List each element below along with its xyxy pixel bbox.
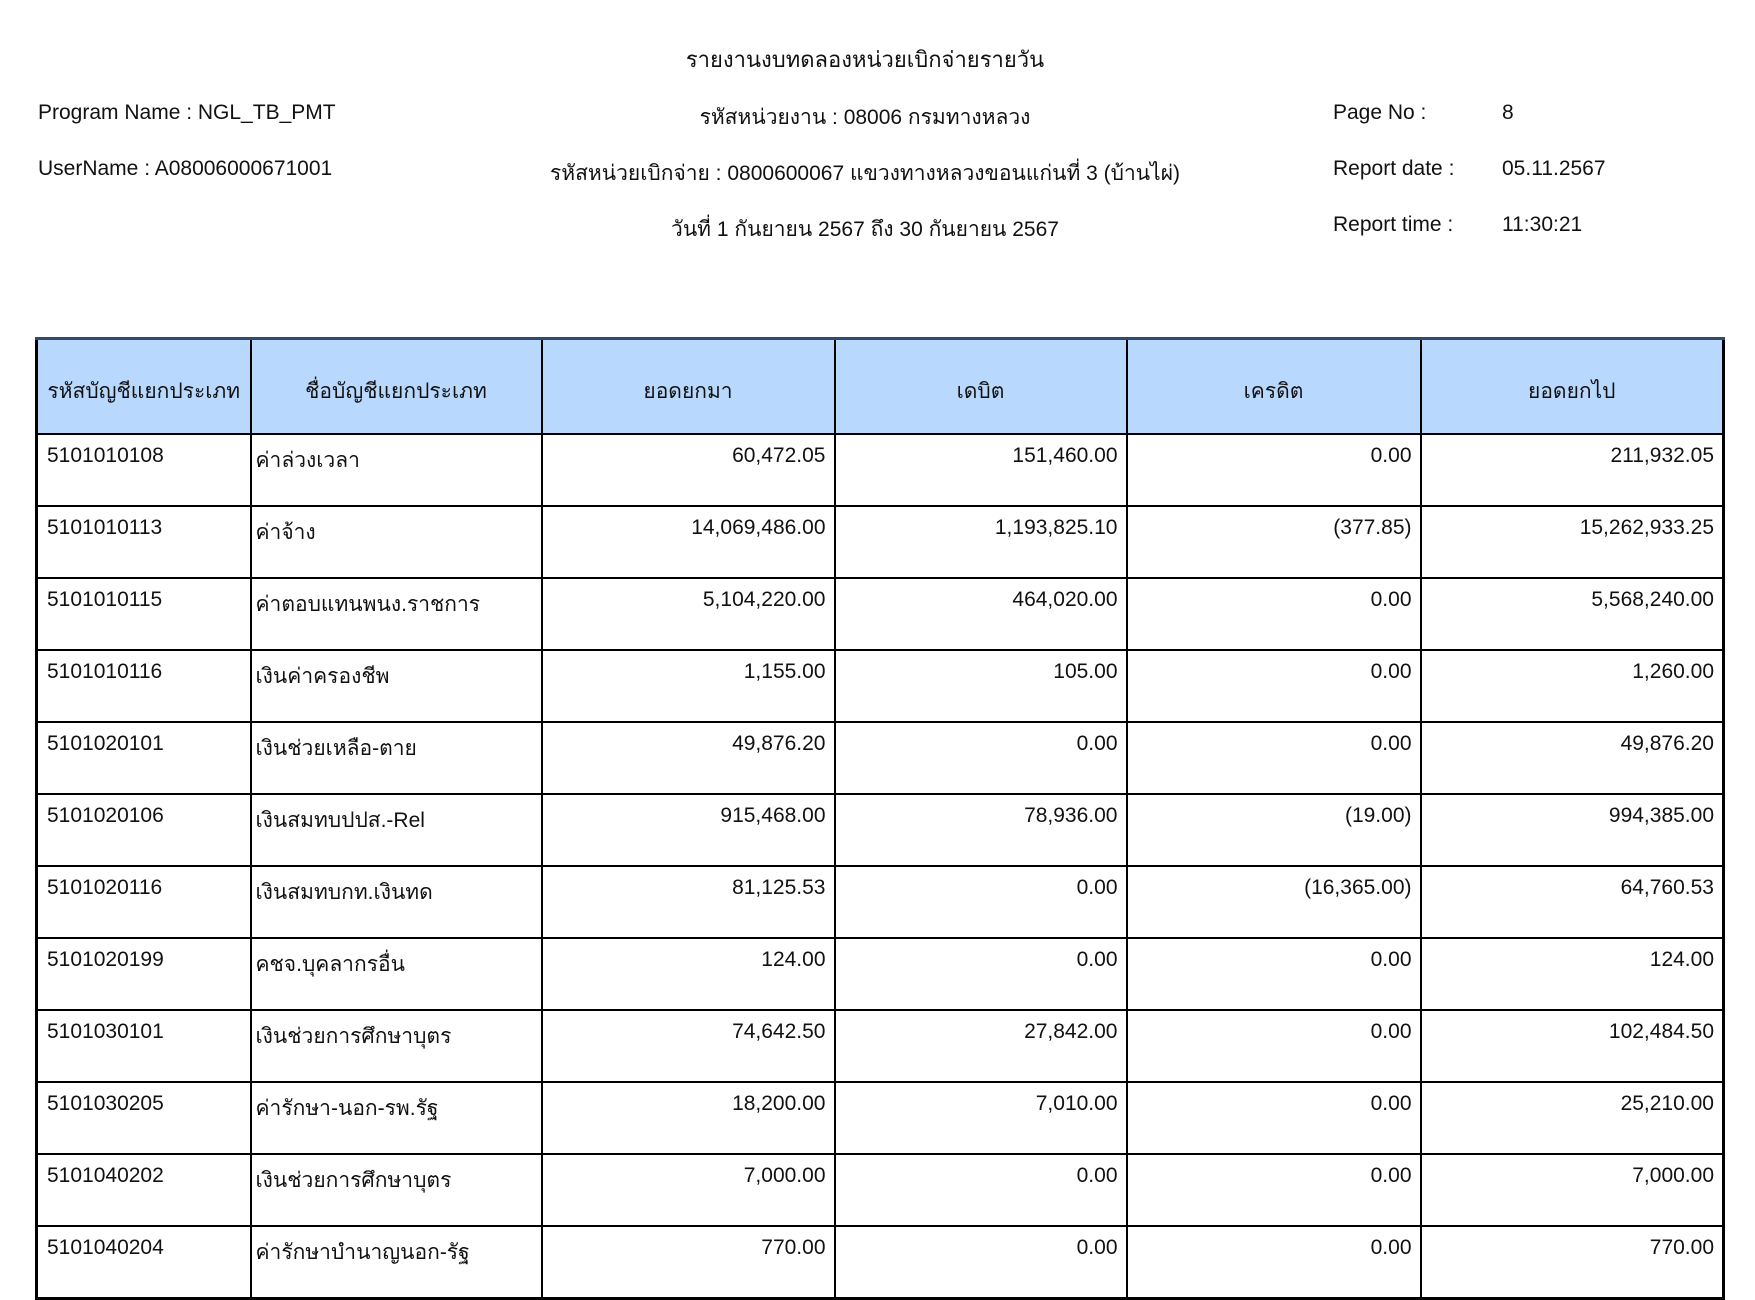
page-no-label: Page No : [1333, 101, 1427, 124]
table-header-row [37, 339, 1724, 435]
balance-brought-forward-cell: 1,155.00 [542, 650, 835, 722]
balance-brought-forward-cell: 49,876.20 [542, 722, 835, 794]
report-time-label: Report time : [1333, 213, 1454, 236]
table-row [37, 434, 1724, 506]
agency-line: รหัสหน่วยงาน : 08006 กรมทางหลวง [699, 106, 1031, 129]
header-balance-brought-forward: ยอดยกมา [542, 339, 835, 435]
account-code-cell: 5101020199 [37, 938, 251, 1010]
table-row [37, 578, 1724, 650]
debit-cell: 1,193,825.10 [835, 506, 1127, 578]
credit-cell: 0.00 [1127, 1010, 1421, 1082]
debit-cell: 0.00 [835, 1226, 1127, 1299]
debit-cell: 27,842.00 [835, 1010, 1127, 1082]
balance-carried-forward-cell: 64,760.53 [1421, 866, 1724, 938]
debit-cell: 151,460.00 [835, 434, 1127, 506]
account-code-cell: 5101020116 [37, 866, 251, 938]
balance-brought-forward-cell: 74,642.50 [542, 1010, 835, 1082]
header-balance-carried-forward: ยอดยกไป [1421, 339, 1724, 435]
table-row [37, 1010, 1724, 1082]
debit-cell: 7,010.00 [835, 1082, 1127, 1154]
table-row [37, 650, 1724, 722]
balance-carried-forward-cell: 5,568,240.00 [1421, 578, 1724, 650]
balance-carried-forward-cell: 102,484.50 [1421, 1010, 1724, 1082]
header-account-name: ชื่อบัญชีแยกประเภท [251, 339, 542, 435]
debit-cell: 78,936.00 [835, 794, 1127, 866]
account-code-cell: 5101020101 [37, 722, 251, 794]
account-name-cell: คชจ.บุคลากรอื่น [251, 938, 542, 1010]
account-code-cell: 5101020106 [37, 794, 251, 866]
account-name-cell: ค่ารักษา-นอก-รพ.รัฐ [251, 1082, 542, 1154]
balance-carried-forward-cell: 7,000.00 [1421, 1154, 1724, 1226]
table-header [37, 339, 1724, 435]
credit-cell: 0.00 [1127, 650, 1421, 722]
balance-brought-forward-cell: 5,104,220.00 [542, 578, 835, 650]
date-range-line: วันที่ 1 กันยายน 2567 ถึง 30 กันยายน 2567 [671, 218, 1059, 241]
balance-carried-forward-cell: 1,260.00 [1421, 650, 1724, 722]
account-code-cell: 5101010108 [37, 434, 251, 506]
account-name-cell: เงินช่วยการศึกษาบุตร [251, 1010, 542, 1082]
table-row [37, 1154, 1724, 1226]
table-row [37, 722, 1724, 794]
account-code-cell: 5101010115 [37, 578, 251, 650]
credit-cell: 0.00 [1127, 1154, 1421, 1226]
debit-cell: 0.00 [835, 1154, 1127, 1226]
table-body [37, 434, 1724, 1299]
balance-carried-forward-cell: 770.00 [1421, 1226, 1724, 1299]
account-name-cell: ค่าล่วงเวลา [251, 434, 542, 506]
balance-brought-forward-cell: 14,069,486.00 [542, 506, 835, 578]
account-name-cell: เงินช่วยเหลือ-ตาย [251, 722, 542, 794]
report-time-value: 11:30:21 [1502, 213, 1583, 236]
credit-cell: (377.85) [1127, 506, 1421, 578]
credit-cell: 0.00 [1127, 722, 1421, 794]
account-name-cell: เงินสมทบกท.เงินทด [251, 866, 542, 938]
credit-cell: 0.00 [1127, 1226, 1421, 1299]
credit-cell: (19.00) [1127, 794, 1421, 866]
account-code-cell: 5101040202 [37, 1154, 251, 1226]
trial-balance-table [35, 337, 1725, 1300]
debit-cell: 464,020.00 [835, 578, 1127, 650]
header-debit: เดบิต [835, 339, 1127, 435]
header-account-code: รหัสบัญชีแยกประเภท [37, 339, 251, 435]
page-no-value: 8 [1502, 101, 1514, 124]
header-credit: เครดิต [1127, 339, 1421, 435]
balance-brought-forward-cell: 915,468.00 [542, 794, 835, 866]
credit-cell: 0.00 [1127, 938, 1421, 1010]
account-name-cell: เงินสมทบปปส.-Rel [251, 794, 542, 866]
table-row [37, 506, 1724, 578]
debit-cell: 105.00 [835, 650, 1127, 722]
balance-brought-forward-cell: 770.00 [542, 1226, 835, 1299]
account-name-cell: ค่ารักษาบำนาญนอก-รัฐ [251, 1226, 542, 1299]
credit-cell: (16,365.00) [1127, 866, 1421, 938]
balance-brought-forward-cell: 7,000.00 [542, 1154, 835, 1226]
balance-carried-forward-cell: 211,932.05 [1421, 434, 1724, 506]
report-date-value: 05.11.2567 [1502, 157, 1606, 180]
debit-cell: 0.00 [835, 938, 1127, 1010]
account-code-cell: 5101010116 [37, 650, 251, 722]
account-name-cell: เงินช่วยการศึกษาบุตร [251, 1154, 542, 1226]
report-title: รายงานงบทดลองหน่วยเบิกจ่ายรายวัน [685, 47, 1045, 72]
account-code-cell: 5101030205 [37, 1082, 251, 1154]
debit-cell: 0.00 [835, 866, 1127, 938]
balance-carried-forward-cell: 49,876.20 [1421, 722, 1724, 794]
account-code-cell: 5101030101 [37, 1010, 251, 1082]
account-name-cell: เงินค่าครองชีพ [251, 650, 542, 722]
table-row [37, 1082, 1724, 1154]
balance-carried-forward-cell: 25,210.00 [1421, 1082, 1724, 1154]
credit-cell: 0.00 [1127, 434, 1421, 506]
disbursement-unit-line: รหัสหน่วยเบิกจ่าย : 0800600067 แขวงทางหลวงขอนแก่นที่ 3 (บ้านไผ่) [549, 162, 1181, 185]
table-row [37, 1226, 1724, 1299]
username-line: UserName : A08006000671001 [38, 157, 333, 180]
balance-carried-forward-cell: 994,385.00 [1421, 794, 1724, 866]
report-date-label: Report date : [1333, 157, 1455, 180]
table-row [37, 794, 1724, 866]
balance-carried-forward-cell: 15,262,933.25 [1421, 506, 1724, 578]
balance-brought-forward-cell: 18,200.00 [542, 1082, 835, 1154]
account-code-cell: 5101010113 [37, 506, 251, 578]
balance-brought-forward-cell: 124.00 [542, 938, 835, 1010]
program-name-line: Program Name : NGL_TB_PMT [38, 101, 336, 124]
credit-cell: 0.00 [1127, 1082, 1421, 1154]
table-row [37, 938, 1724, 1010]
balance-carried-forward-cell: 124.00 [1421, 938, 1724, 1010]
account-code-cell: 5101040204 [37, 1226, 251, 1299]
account-name-cell: ค่าตอบแทนพนง.ราชการ [251, 578, 542, 650]
table-row [37, 866, 1724, 938]
debit-cell: 0.00 [835, 722, 1127, 794]
balance-brought-forward-cell: 60,472.05 [542, 434, 835, 506]
credit-cell: 0.00 [1127, 578, 1421, 650]
balance-brought-forward-cell: 81,125.53 [542, 866, 835, 938]
account-name-cell: ค่าจ้าง [251, 506, 542, 578]
